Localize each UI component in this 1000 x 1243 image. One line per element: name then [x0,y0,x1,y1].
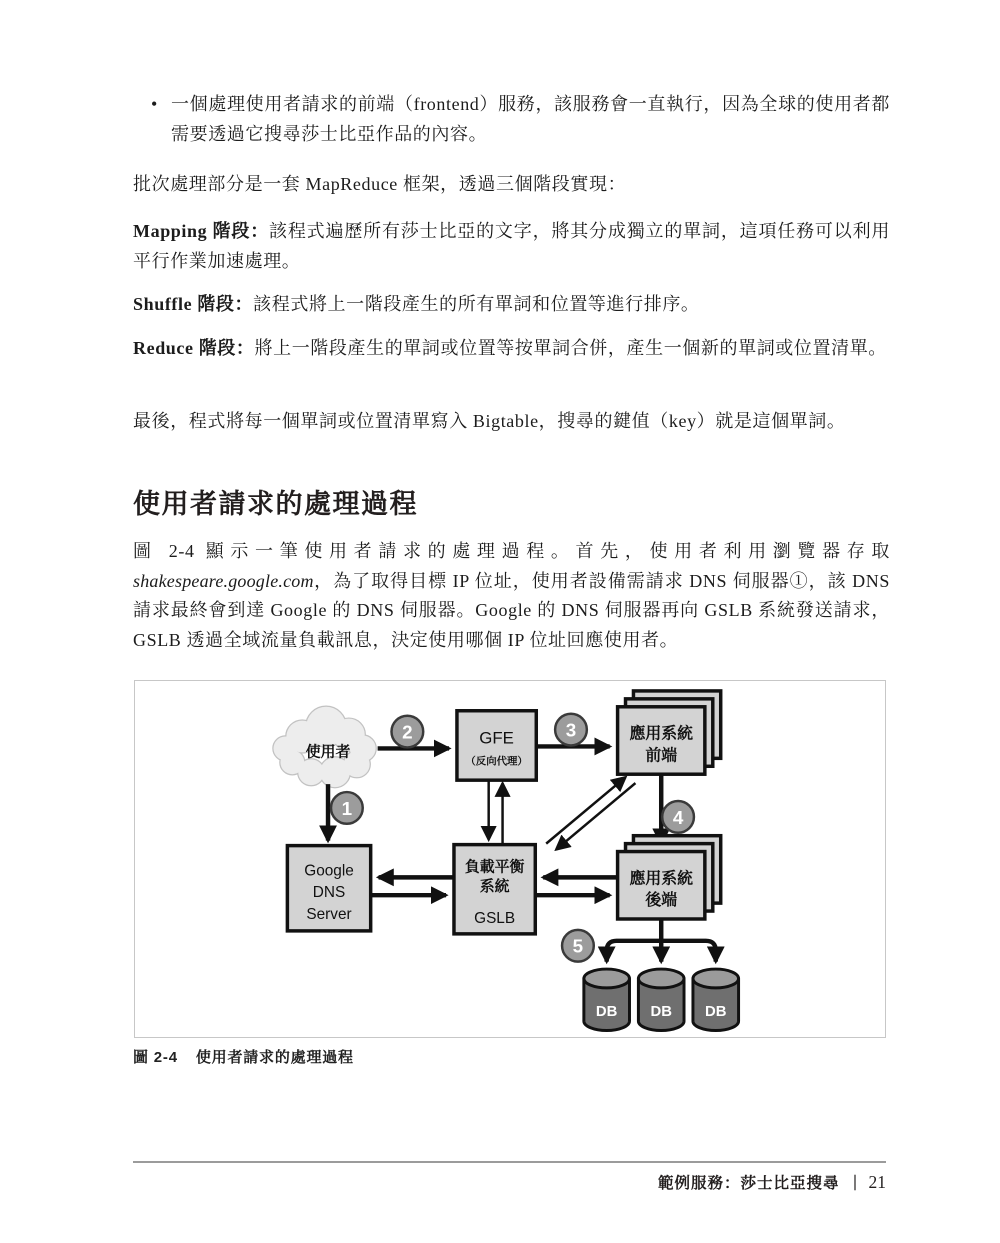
figure-2-4 [134,680,886,1038]
paragraph-mapreduce: 批次處理部分是一套 MapReduce 框架，透過三個階段實現： [133,174,627,194]
lb-label-gslb: GSLB [474,909,516,927]
request-flow-diagram [135,681,884,1036]
footer [133,1171,886,1193]
section-heading: 使用者請求的處理過程 [133,489,418,519]
footer-running-title: 範例服務：莎士比亞搜尋 [657,1175,840,1192]
frontend-label-line2: 前端 [645,747,678,765]
gfe-label: GFE [479,728,514,748]
step-circle-2 [391,716,423,748]
footer-rule [133,1161,886,1163]
paragraph-reduce [133,334,890,364]
paragraph-mapping [133,217,890,276]
step-circle-4 [662,801,694,833]
dns-label-line3: Server [306,905,352,923]
db-cylinders [584,969,739,1030]
footer-separator: ｜ [847,1175,863,1192]
db-cylinder-2 [638,969,684,1030]
step-1-label: 1 [341,797,353,819]
step-3-label: 3 [565,719,577,741]
arrow-lb-to-frontend-diag [546,777,625,843]
db-1-label: DB [595,1004,618,1021]
figure-caption-label: 圖 2-4 [133,1049,178,1066]
db-cylinder-3 [693,969,739,1030]
load-balancer-box [454,845,535,934]
dns-label-line1: Google [304,862,354,880]
footer-page-number: 21 [868,1172,886,1192]
shuffle-lead: Shuffle 階段： [133,294,254,314]
db-2-label: DB [650,1004,672,1021]
figure-intro-seg1: 圖 2-4 顯示一筆使用者請求的處理過程。首先，使用者利用瀏覽器存取 [133,541,890,561]
db-cylinder-1 [584,969,630,1030]
paragraph-shuffle [133,290,890,320]
figure-caption [133,1046,890,1067]
bullet-item [151,90,890,149]
db-3-label: DB [705,1004,727,1021]
arrow-frontend-to-lb-diag [556,783,635,849]
figure-caption-text: 使用者請求的處理過程 [195,1049,354,1066]
backend-label-line2: 後端 [645,892,678,910]
backend-stack [618,836,721,919]
figure-intro-seg2: ，為了取得目標 IP 位址，使用者設備需請求 DNS 伺服器①，該 DNS 請求最終會到達 Google 的 DNS 伺服器。Google 的 DNS 伺服器再向 GSLB 系統發送請求，GSLB 透過全域流量負載訊息，決定使用哪個 IP 位址回應使用者。 [133,570,890,650]
step-4-label: 4 [672,806,684,828]
dns-box [287,846,370,931]
figure-intro-url: shakespeare.google.com [133,570,314,591]
step-2-label: 2 [402,721,413,743]
user-cloud-label: 使用者 [305,744,351,761]
bullet-marker: • [151,94,158,114]
step-5-label: 5 [572,935,584,957]
step-circle-3 [555,714,587,746]
frontend-label-line1: 應用系統 [629,725,693,743]
gfe-sublabel: （反向代理） [465,756,528,768]
reduce-lead: Reduce 階段： [133,338,255,358]
step-circle-1 [331,792,363,824]
shuffle-body: 該程式將上一階段產生的所有單詞和位置等進行排序。 [253,294,700,314]
lb-label-line1: 負載平衡 [464,859,525,876]
mapping-lead: Mapping 階段： [133,221,270,241]
mapping-body: 該程式遍歷所有莎士比亞的文字，將其分成獨立的單詞，這項任務可以利用平行作業加速處理。 [133,221,891,271]
frontend-stack [618,691,721,774]
gfe-box [457,711,536,780]
dns-label-line2: DNS [312,884,346,902]
step-circle-5 [562,930,594,962]
arrow-backend-to-db-left [607,941,662,962]
backend-label-line1: 應用系統 [629,870,693,888]
paragraph-final: 最後，程式將每一個單詞或位置清單寫入 Bigtable，搜尋的鍵值（key）就是這個單詞。 [133,411,846,431]
arrow-backend-to-db-right [661,941,716,962]
reduce-body: 將上一階段產生的單詞或位置等按單詞合併，產生一個新的單詞或位置清單。 [254,338,887,358]
bullet-text: 一個處理使用者請求的前端（frontend）服務，該服務會一直執行，因為全球的使用者都需要透過它搜尋莎士比亞作品的內容。 [171,94,890,144]
user-cloud [273,707,375,787]
paragraph-figure-intro [133,537,890,655]
lb-label-line2: 系統 [479,879,510,896]
